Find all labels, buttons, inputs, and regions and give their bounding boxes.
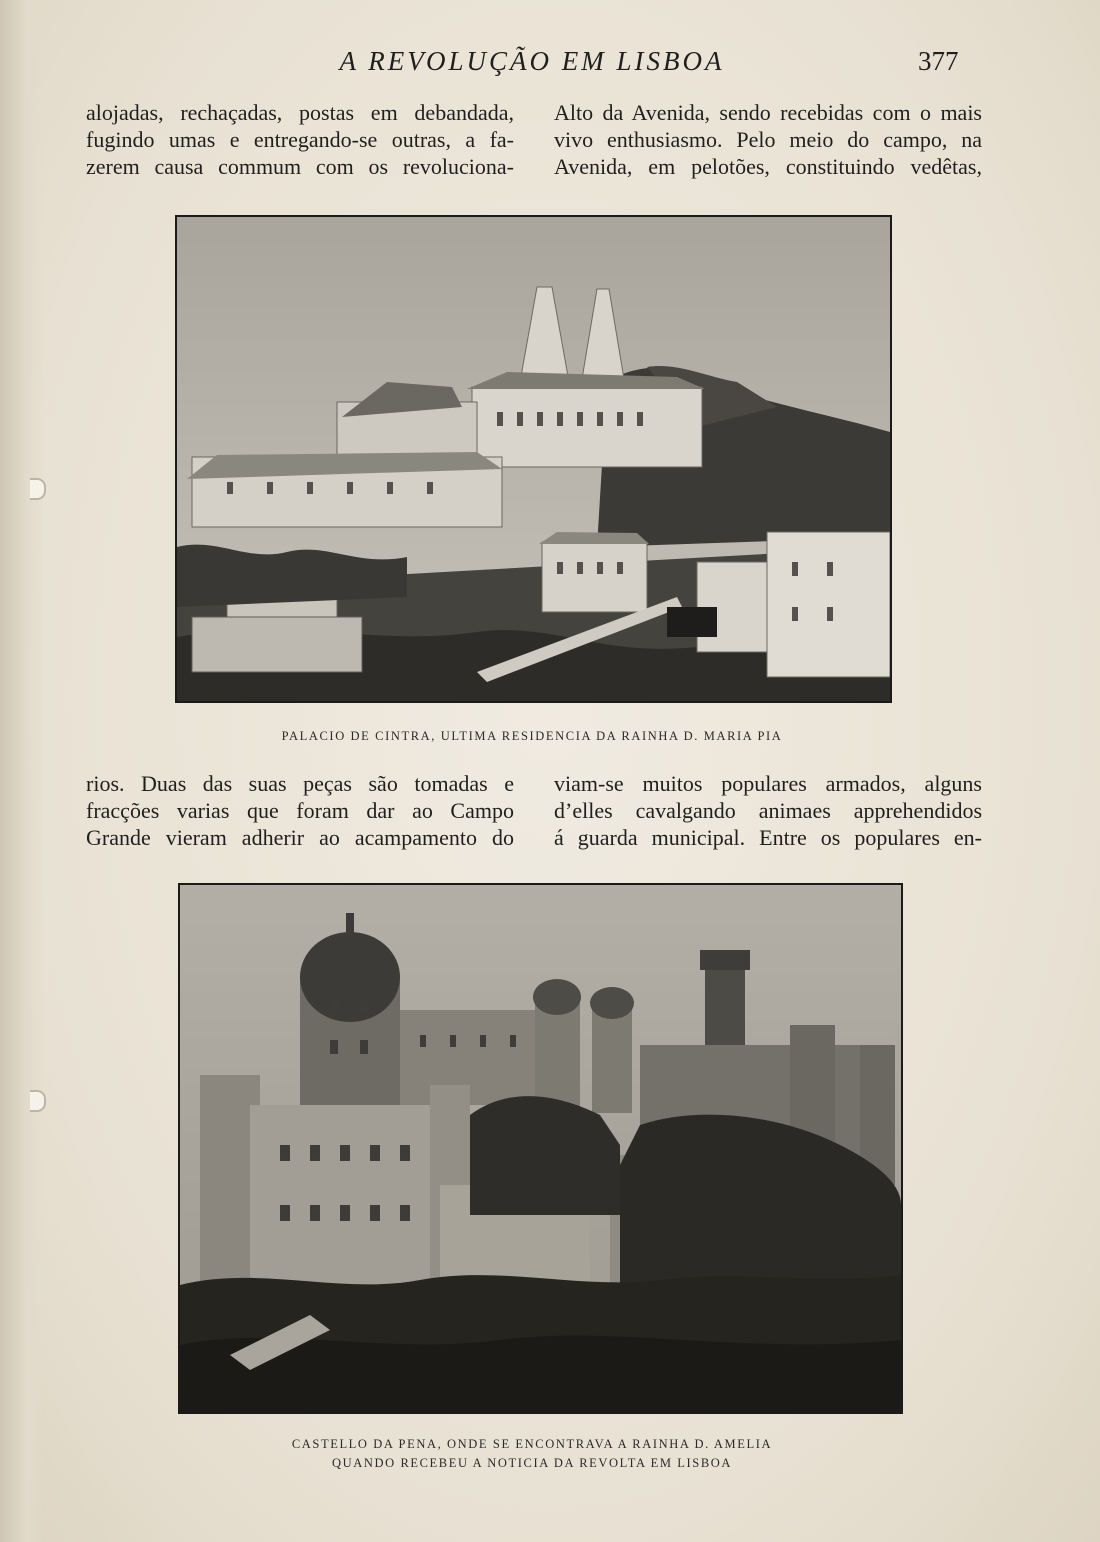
text-line: fracções varias que foram dar ao Campo	[86, 798, 514, 823]
page-binding-edge	[0, 0, 44, 1542]
body-text-mid-right	[554, 770, 982, 851]
text-line: viam-se muitos populares armados, alguns	[554, 771, 982, 796]
text-line: Avenida, em pelotões, constituindo vedêtas,	[554, 154, 982, 179]
photo-castello-da-pena	[178, 883, 903, 1414]
text-line: alojadas, rechaçadas, postas em debandada,	[86, 100, 514, 125]
castle-illustration	[180, 885, 901, 1412]
caption-line: QUANDO RECEBEU A NOTICIA DA REVOLTA EM LISBOA	[331, 1456, 733, 1470]
figure-caption-palacio: PALACIO DE CINTRA, ULTIMA RESIDENCIA DA RAINHA D. MARIA PIA	[281, 729, 783, 743]
text-line: vivo enthusiasmo. Pelo meio do campo, na	[554, 127, 982, 152]
running-header-title: A REVOLUÇÃO EM LISBOA	[339, 46, 725, 76]
photo-palacio-de-cintra	[175, 215, 892, 703]
page-number: 377	[918, 46, 959, 76]
caption-line: CASTELLO DA PENA, ONDE SE ENCONTRAVA A RAINHA D. AMELIA	[291, 1437, 773, 1451]
palace-illustration	[177, 217, 890, 701]
figure-caption-pena	[0, 1435, 1064, 1473]
body-text-mid-left	[86, 770, 514, 851]
text-line: d’elles cavalgando animaes apprehendidos	[554, 798, 982, 823]
text-line: á guarda municipal. Entre os populares en-	[554, 825, 982, 850]
binding-stitch	[30, 478, 46, 500]
text-line: fugindo umas e entregando-se outras, a fa-	[86, 127, 514, 152]
body-text-top-right	[554, 99, 982, 180]
text-line: rios. Duas das suas peças são tomadas e	[86, 771, 514, 796]
text-line: Grande vieram adherir ao acampamento do	[86, 825, 514, 850]
binding-stitch	[30, 1090, 46, 1112]
text-line: Alto da Avenida, sendo recebidas com o mais	[554, 100, 982, 125]
body-text-top-left	[86, 99, 514, 180]
text-line: zerem causa commum com os revoluciona-	[86, 154, 514, 179]
